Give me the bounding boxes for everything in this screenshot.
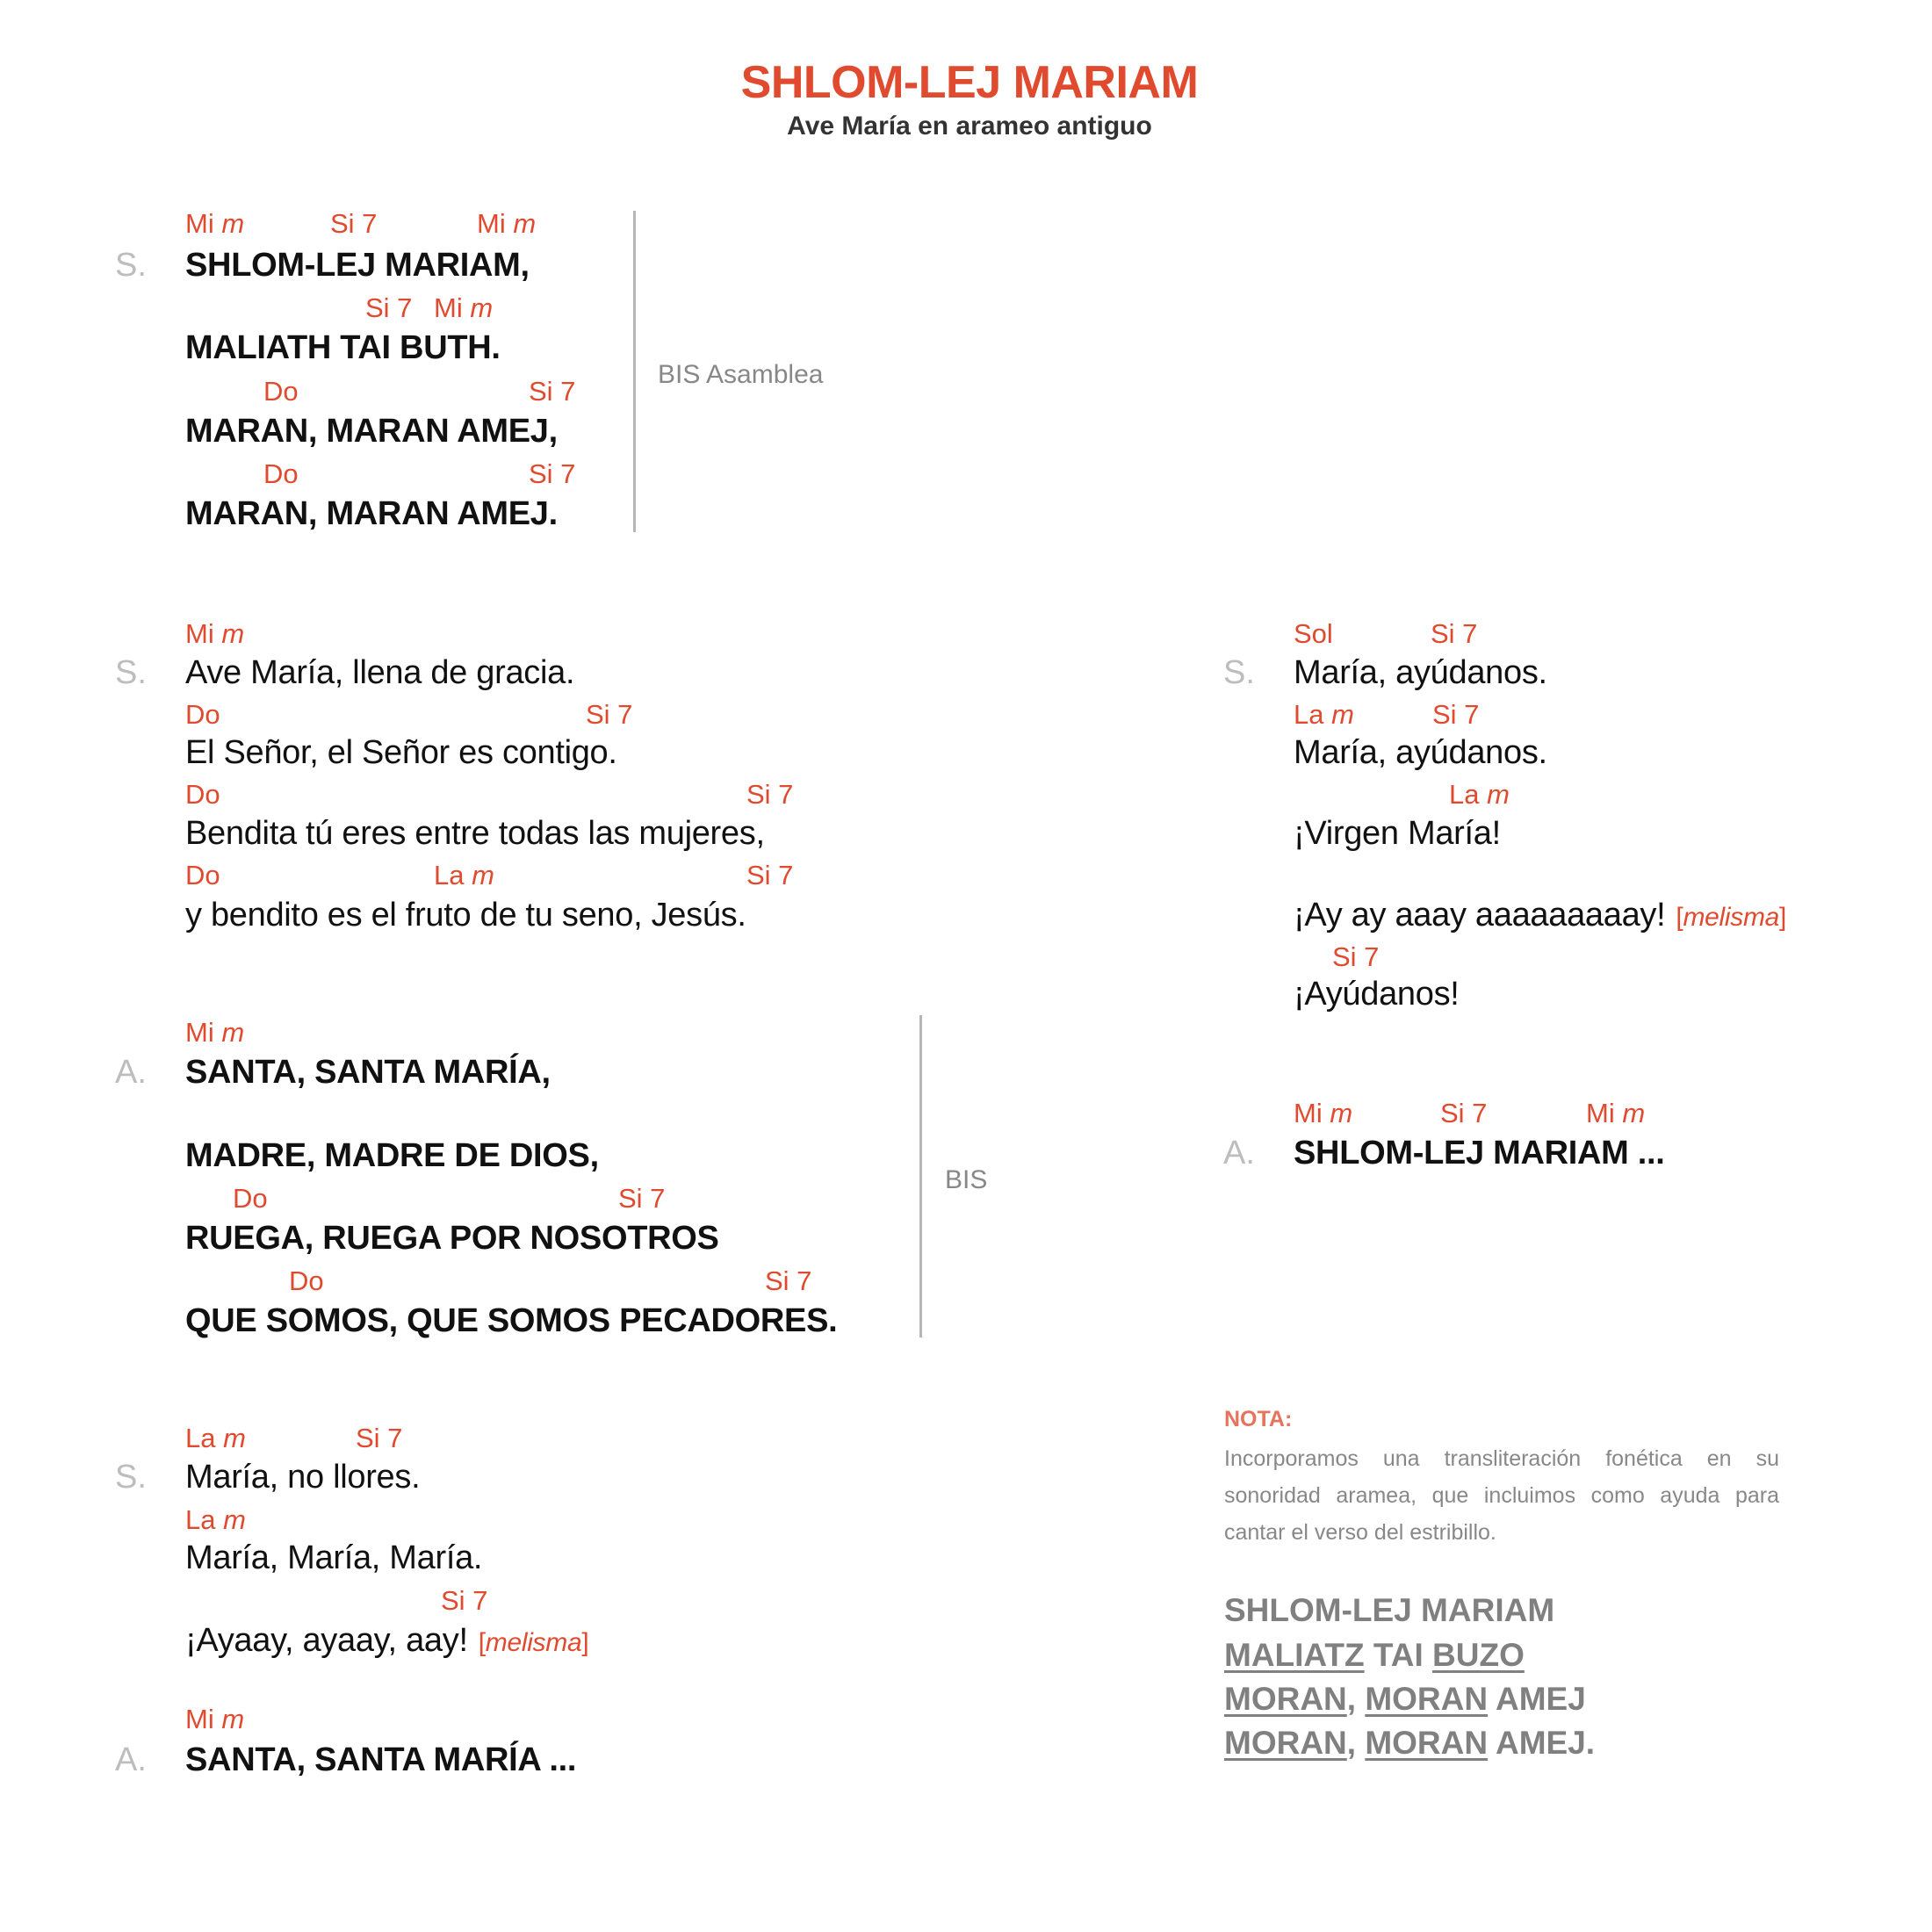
chord-quality: m	[223, 1504, 246, 1535]
chord	[434, 861, 494, 889]
transliteration-segment: MALIATZ	[1224, 1637, 1365, 1673]
chord	[1332, 943, 1379, 970]
bracket: [	[1676, 903, 1683, 932]
chord	[185, 701, 220, 728]
bracket: ]	[1779, 903, 1787, 932]
lyric-text: ¡Ayúdanos!	[1294, 976, 1460, 1013]
bis-asamblea-note: BIS Asamblea	[658, 360, 824, 389]
chord-root: La	[1449, 779, 1480, 810]
chord-root: La	[434, 860, 465, 890]
lyric-text: SHLOM-LEJ MARIAM,	[185, 247, 530, 284]
lyric-text: Ave María, llena de gracia.	[185, 654, 575, 691]
chord-root: La	[185, 1504, 216, 1535]
chord-root: Do	[289, 1265, 324, 1296]
bis-note: BIS	[945, 1165, 988, 1194]
chord	[185, 861, 220, 889]
lyric-line	[1294, 736, 1547, 769]
transliteration-segment: MORAN	[1224, 1681, 1347, 1717]
singer-label: S.	[115, 247, 147, 284]
note-text: Incorporamos una transliteración fonética en su sonoridad aramea, que incluimos como ayuda para cantar el verso del estribillo.	[1224, 1446, 1779, 1545]
chord-quality: m	[1622, 1098, 1646, 1128]
lyric-text: MADRE, MADRE DE DIOS,	[185, 1137, 599, 1174]
chord	[1431, 620, 1477, 647]
chord-root: Si 7	[1431, 618, 1478, 649]
song-title: SHLOM-LEJ MARIAM	[740, 57, 1199, 108]
chord-root: Si 7	[765, 1265, 812, 1296]
chord-quality: m	[221, 618, 245, 649]
chord	[185, 210, 244, 237]
chord	[185, 1506, 246, 1533]
chord-root: Si 7	[1332, 941, 1380, 972]
chord	[185, 1424, 246, 1452]
singer-label: S.	[1223, 654, 1255, 691]
transliteration-segment: TAI	[1364, 1637, 1433, 1673]
chord-root: Si 7	[365, 292, 413, 323]
lyric-text: ¡Ayaay, ayaay, aay!	[185, 1622, 468, 1659]
chord-root: Mi	[185, 1704, 214, 1734]
lyric-line	[185, 1624, 588, 1660]
chord-root: Si 7	[330, 208, 378, 239]
lyric-line	[185, 415, 558, 448]
lyric-line	[185, 1541, 482, 1575]
bracket: ]	[581, 1628, 589, 1657]
lyric-line	[185, 1056, 551, 1089]
lyric-line	[185, 1304, 837, 1337]
chord	[185, 620, 244, 647]
transliteration-segment: BUZO	[1432, 1637, 1525, 1673]
chord-quality: m	[1330, 1098, 1353, 1128]
chord-root: La	[185, 1423, 216, 1453]
lyric-line	[185, 898, 746, 932]
lyric-line	[185, 736, 617, 769]
transliteration-segment: MORAN	[1365, 1681, 1489, 1717]
lyric-text: El Señor, el Señor es contigo.	[185, 734, 617, 771]
chord	[330, 210, 377, 237]
transliteration-line	[1224, 1683, 1586, 1715]
lyric-line	[185, 1460, 420, 1494]
chord-root: Si 7	[746, 860, 794, 890]
lyric-line	[1294, 898, 1786, 934]
chord-root: Si 7	[618, 1183, 666, 1214]
singer-label: A.	[1223, 1135, 1255, 1171]
chord-root: Do	[263, 458, 299, 489]
singer-label: A.	[115, 1054, 147, 1091]
chord-root: La	[1294, 699, 1324, 730]
lyric-line	[185, 817, 765, 850]
chord	[586, 701, 632, 728]
chord-root: Si 7	[1440, 1098, 1488, 1128]
bracket: [	[478, 1628, 486, 1657]
chord-root: Mi	[185, 1017, 214, 1048]
lyric-line	[1294, 977, 1460, 1011]
transliteration-line	[1224, 1727, 1595, 1759]
chord-root: Si 7	[529, 458, 576, 489]
bis-bracket-line	[633, 211, 636, 532]
chord-root: Si 7	[356, 1423, 403, 1453]
melisma-word: melisma	[1683, 903, 1780, 932]
lyric-line	[185, 249, 530, 282]
chord-root: Si 7	[586, 699, 633, 730]
note-heading: NOTA:	[1224, 1407, 1293, 1431]
chord	[1586, 1099, 1645, 1127]
lyric-text: SANTA, SANTA MARÍA ...	[185, 1741, 577, 1778]
lyric-line	[185, 1222, 719, 1255]
chord	[529, 460, 575, 487]
lyric-text: María, ayúdanos.	[1294, 734, 1547, 771]
chord	[746, 861, 793, 889]
chord-root: Si 7	[746, 779, 794, 810]
lyric-text: ¡Ay ay aaay aaaaaaaaay!	[1294, 897, 1666, 934]
melisma-annotation	[1676, 903, 1786, 932]
lyric-line	[185, 656, 574, 689]
chord	[289, 1267, 324, 1294]
chord-root: Mi	[1294, 1098, 1323, 1128]
chord	[185, 1705, 244, 1733]
chord	[233, 1185, 268, 1212]
lyric-text: RUEGA, RUEGA POR NOSOTROS	[185, 1220, 719, 1257]
chord-root: Do	[185, 860, 220, 890]
transliteration-segment: MORAN	[1224, 1725, 1347, 1761]
chord-root: Do	[185, 699, 220, 730]
chord	[765, 1267, 811, 1294]
chord	[365, 294, 412, 321]
chord-root: Sol	[1294, 618, 1333, 649]
chord-root: Mi	[1586, 1098, 1615, 1128]
chord-quality: m	[1487, 779, 1510, 810]
chord-quality: m	[470, 292, 494, 323]
chord	[1449, 781, 1510, 808]
chord	[263, 378, 299, 405]
transliteration-segment: MORAN	[1365, 1725, 1489, 1761]
chord-root: Mi	[185, 208, 214, 239]
chord	[529, 378, 575, 405]
transliteration-segment: ,	[1346, 1681, 1366, 1717]
chord-root: Do	[185, 779, 220, 810]
chord	[356, 1424, 402, 1452]
chord-root: Mi	[434, 292, 463, 323]
lyric-text: María, no llores.	[185, 1459, 421, 1496]
song-subtitle: Ave María en arameo antiguo	[787, 112, 1152, 141]
chord	[1294, 701, 1354, 728]
lyric-line	[1294, 817, 1501, 850]
lyric-line	[1294, 656, 1547, 689]
chord	[1440, 1099, 1487, 1127]
bis-bracket-line	[919, 1015, 922, 1337]
chord-quality: m	[223, 1423, 246, 1453]
transliteration-segment: ,	[1346, 1725, 1366, 1761]
lyric-text: ¡Virgen María!	[1294, 815, 1501, 852]
chord-root: Si 7	[1432, 699, 1480, 730]
melisma-word: melisma	[485, 1628, 582, 1657]
chord	[1432, 701, 1479, 728]
lyric-line	[185, 331, 501, 364]
chord-quality: m	[472, 860, 494, 890]
chord	[1294, 620, 1333, 647]
lyric-line	[1294, 1136, 1665, 1170]
singer-label: S.	[115, 1459, 147, 1496]
transliteration-segment: SHLOM-LEJ MARIAM	[1224, 1592, 1555, 1628]
lyric-text: y bendito es el fruto de tu seno, Jesús.	[185, 897, 746, 934]
lyric-line	[185, 1743, 576, 1777]
transliteration-segment: AMEJ	[1488, 1681, 1586, 1717]
chord	[441, 1587, 487, 1614]
chord	[185, 1019, 244, 1046]
lyric-text: SANTA, SANTA MARÍA,	[185, 1054, 551, 1091]
lyric-text: María, María, María.	[185, 1539, 483, 1576]
chord-quality: m	[513, 208, 537, 239]
chord-root: Do	[263, 376, 299, 407]
lyric-line	[185, 497, 558, 530]
chord-root: Mi	[477, 208, 506, 239]
transliteration-segment: AMEJ.	[1488, 1725, 1596, 1761]
chord	[263, 460, 299, 487]
chord	[434, 294, 493, 321]
transliteration-line	[1224, 1639, 1525, 1671]
chord-root: Do	[233, 1183, 268, 1214]
lyric-text: MARAN, MARAN AMEJ.	[185, 495, 558, 532]
singer-label: A.	[115, 1741, 147, 1778]
lyric-text: María, ayúdanos.	[1294, 654, 1547, 691]
chord-root: Si 7	[441, 1585, 488, 1616]
chord	[618, 1185, 665, 1212]
chord	[746, 781, 793, 808]
lyric-text: SHLOM-LEJ MARIAM ...	[1294, 1135, 1665, 1171]
lyric-line	[185, 1139, 599, 1172]
lyric-text: QUE SOMOS, QUE SOMOS PECADORES.	[185, 1302, 838, 1339]
singer-label: S.	[115, 654, 147, 691]
lyric-text: Bendita tú eres entre todas las mujeres,	[185, 815, 765, 852]
lyric-text: MARAN, MARAN AMEJ,	[185, 413, 558, 450]
chord-quality: m	[221, 1704, 245, 1734]
chord-quality: m	[1331, 699, 1354, 730]
chord	[477, 210, 536, 237]
chord-quality: m	[221, 208, 245, 239]
melisma-annotation	[479, 1628, 589, 1657]
chord	[1294, 1099, 1352, 1127]
transliteration-line	[1224, 1594, 1554, 1626]
chord-root: Mi	[185, 618, 214, 649]
lyric-text: MALIATH TAI BUTH.	[185, 329, 501, 366]
chord-quality: m	[221, 1017, 245, 1048]
chord-root: Si 7	[529, 376, 576, 407]
chord	[185, 781, 220, 808]
